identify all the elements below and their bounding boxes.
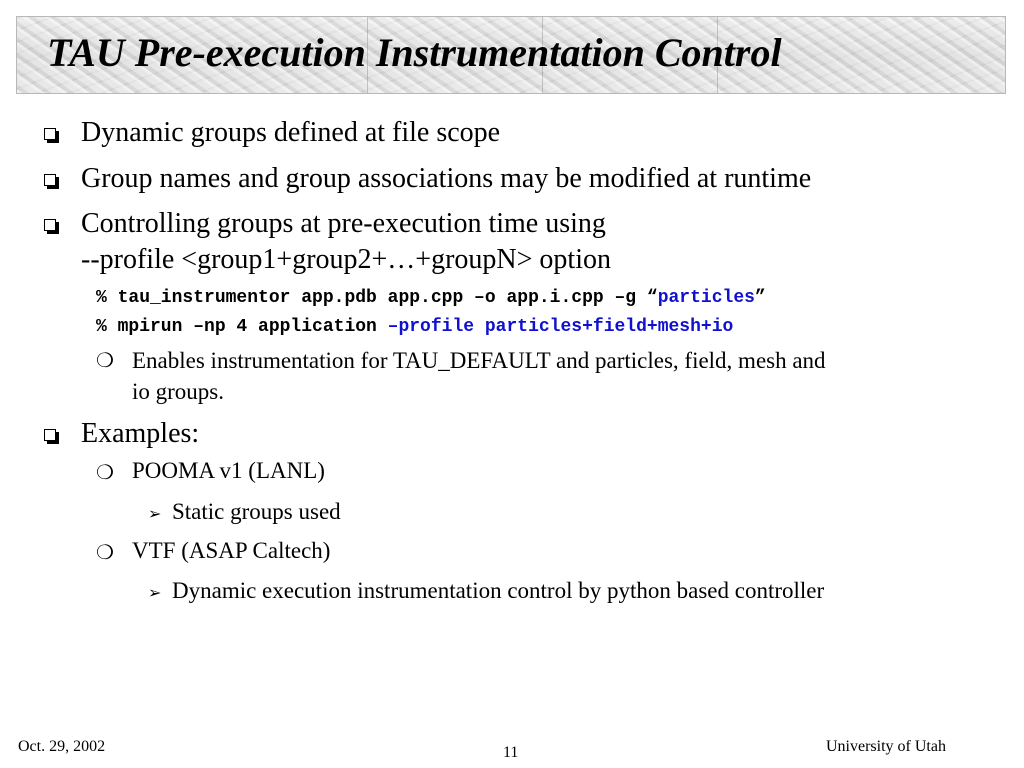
sub-bullet-text: VTF (ASAP Caltech) [132, 538, 331, 563]
bullet-text-continued: --profile <group1+group2+…+groupN> option [81, 244, 611, 275]
sub-sub-bullet-text: Dynamic execution instrumentation control by python based controller [172, 578, 825, 603]
bullet-text: Examples: [81, 418, 200, 449]
code-text: % mpirun –np 4 application [96, 317, 388, 337]
code-highlight: particles [657, 288, 755, 308]
circle-bullet-icon: ❍ [96, 542, 114, 564]
slide-title: TAU Pre-execution Instrumentation Control [47, 30, 782, 75]
arrow-bullet-icon: ➢ [148, 585, 162, 602]
code-text: % tau_instrumentor app.pdb app.cpp –o app.i.cpp –g “ [96, 288, 658, 308]
code-line-tau-instrumentor [96, 288, 766, 308]
circle-bullet-icon: ❍ [96, 350, 114, 372]
code-highlight: –profile particles+field+mesh+io [387, 317, 734, 337]
code-text: ” [754, 288, 766, 308]
sub-sub-bullet-text: Static groups used [172, 499, 341, 524]
square-bullet-icon [44, 429, 56, 441]
square-bullet-icon [44, 174, 56, 186]
square-bullet-icon [44, 128, 56, 140]
circle-bullet-icon: ❍ [96, 462, 114, 484]
bullet-text: Dynamic groups defined at file scope [81, 117, 501, 148]
title-banner [16, 16, 1006, 94]
footer-date: Oct. 29, 2002 [18, 738, 106, 755]
bullet-text: Group names and group associations may be modified at runtime [81, 163, 812, 194]
arrow-bullet-icon: ➢ [148, 506, 162, 523]
code-line-mpirun [96, 317, 733, 337]
sub-bullet-text: POOMA v1 (LANL) [132, 458, 325, 483]
page-number: 11 [503, 744, 519, 761]
square-bullet-icon [44, 219, 56, 231]
bullet-text: Controlling groups at pre-execution time using [81, 208, 606, 239]
footer-organization: University of Utah [826, 738, 946, 755]
sub-bullet-text-continued: io groups. [132, 379, 224, 404]
sub-bullet-text: Enables instrumentation for TAU_DEFAULT and particles, field, mesh and [132, 348, 826, 373]
